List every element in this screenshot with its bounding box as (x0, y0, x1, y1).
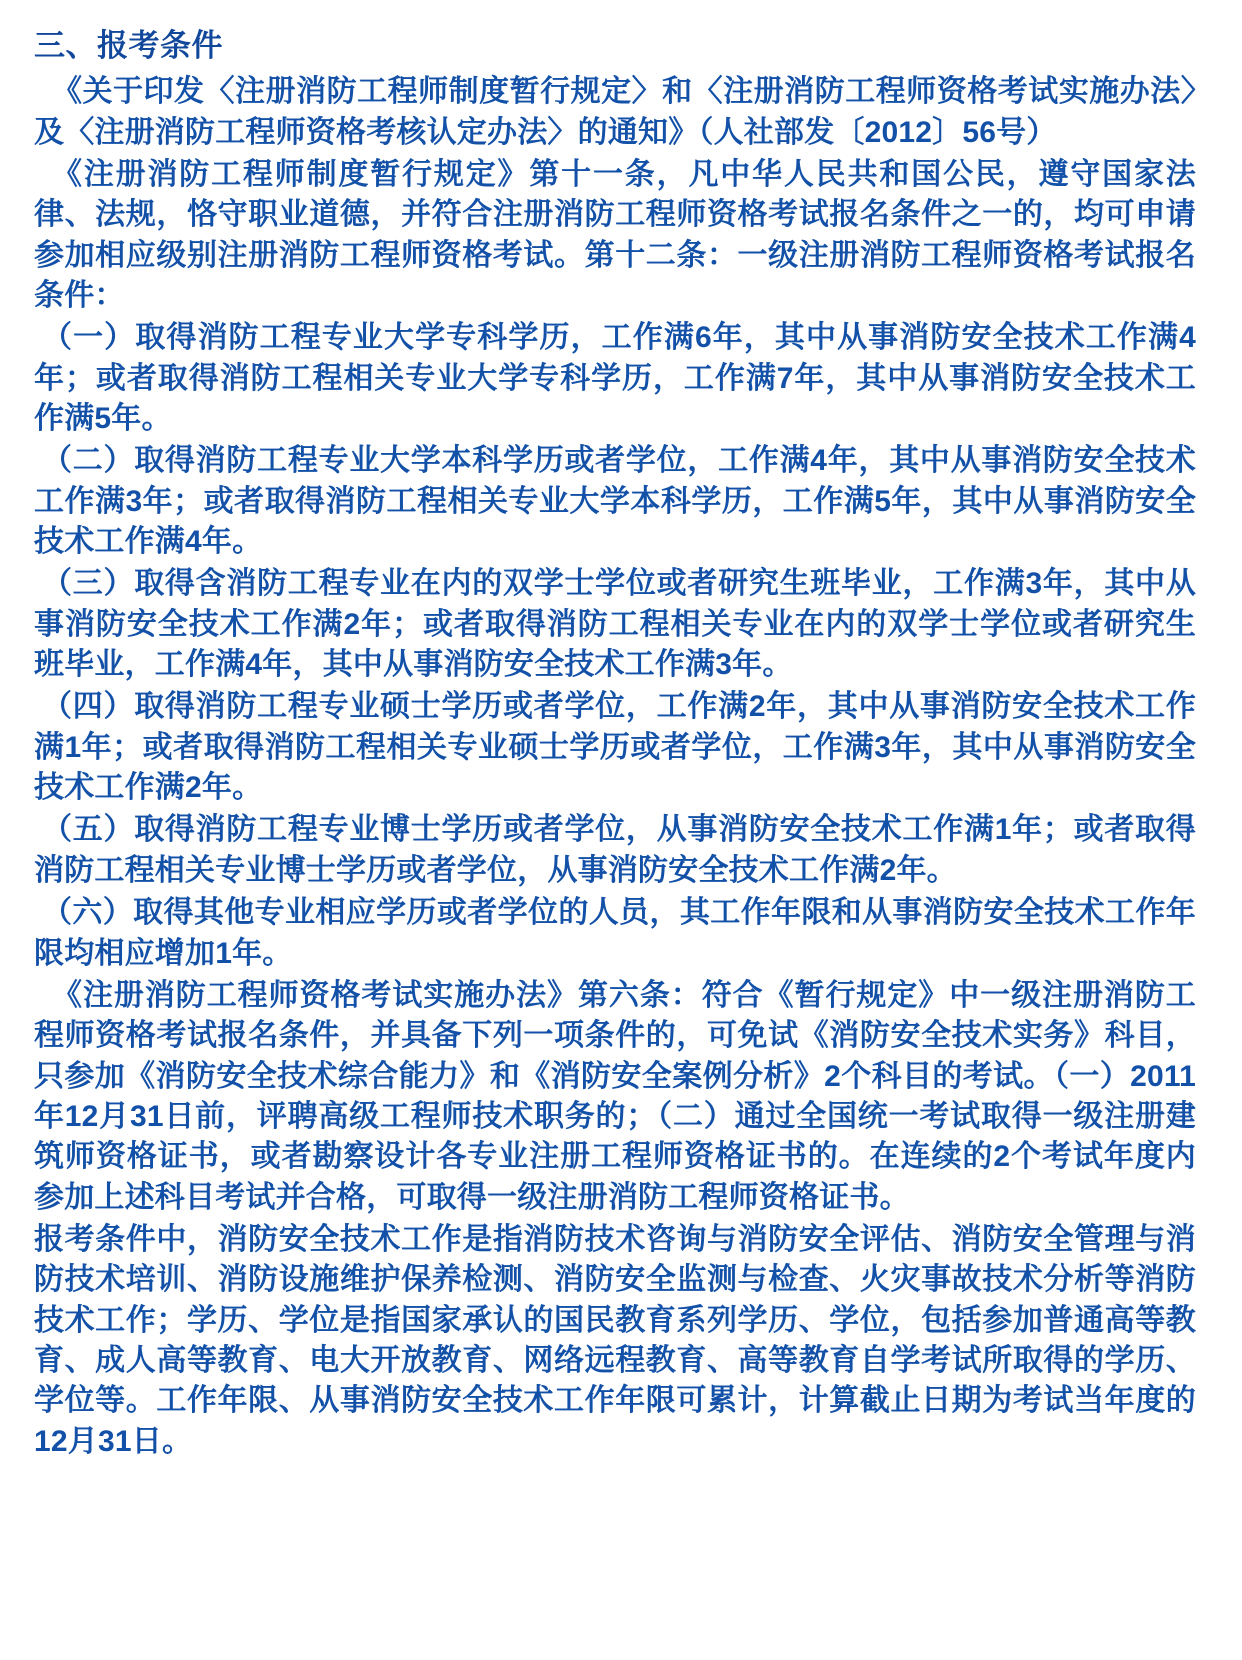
page-title: 三、报考条件 (34, 28, 223, 63)
paragraph-notice-title: 《关于印发〈注册消防工程师制度暂行规定〉和〈注册消防工程师资格考试实施办法〉及〈注册消防工程师资格考核认定办法〉的通知》（人社部发〔2012〕56号） (34, 75, 1196, 149)
paragraph-interim-rules-article-11: 《注册消防工程师制度暂行规定》第十一条，凡中华人民共和国公民，遵守国家法律、法规，恪守职业道德，并符合注册消防工程师资格考试报名条件之一的，均可申请参加相应级别注册消防工程师资格考试。第十二条：一级注册消防工程师资格考试报名条件： (34, 157, 1196, 313)
paragraph-definition-note: 报考条件中，消防安全技术工作是指消防技术咨询与消防安全评估、消防安全管理与消防技术培训、消防设施维护保养检测、消防安全监测与检查、火灾事故技术分析等消防技术工作；学历、学位是指国家承认的国民教育系列学历、学位，包括参加普通高等教育、成人高等教育、电大开放教育、网络远程教育、高等教育自学考试所取得的学历、学位等。工作年限、从事消防安全技术工作年限可累计，计算截止日期为考试当年度的12月31日。 (34, 1222, 1196, 1458)
paragraph-condition-2: （二）取得消防工程专业大学本科学历或者学位，工作满4年，其中从事消防安全技术工作满3年；或者取得消防工程相关专业大学本科学历，工作满5年，其中从事消防安全技术工作满4年。 (34, 444, 1196, 559)
paragraph-condition-6: （六）取得其他专业相应学历或者学位的人员，其工作年限和从事消防安全技术工作年限均相应增加1年。 (34, 896, 1196, 970)
paragraph-condition-5: （五）取得消防工程专业博士学历或者学位，从事消防安全技术工作满1年；或者取得消防工程相关专业博士学历或者学位，从事消防安全技术工作满2年。 (34, 813, 1196, 887)
paragraph-exam-measures-article-6: 《注册消防工程师资格考试实施办法》第六条：符合《暂行规定》中一级注册消防工程师资格考试报名条件，并具备下列一项条件的，可免试《消防安全技术实务》科目，只参加《消防安全技术综合能力》和《消防安全案例分析》2个科目的考试。（一）2011年12月31日前，评聘高级工程师技术职务的；（二）通过全国统一考试取得一级注册建筑师资格证书，或者勘察设计各专业注册工程师资格证书的。在连续的2个考试年度内参加上述科目考试并合格，可取得一级注册消防工程师资格证书。 (34, 978, 1196, 1214)
paragraph-condition-1: （一）取得消防工程专业大学专科学历，工作满6年，其中从事消防安全技术工作满4年；或者取得消防工程相关专业大学专科学历，工作满7年，其中从事消防安全技术工作满5年。 (34, 321, 1196, 436)
paragraph-condition-4: （四）取得消防工程专业硕士学历或者学位，工作满2年，其中从事消防安全技术工作满1年；或者取得消防工程相关专业硕士学历或者学位，工作满3年，其中从事消防安全技术工作满2年。 (34, 690, 1196, 805)
paragraph-condition-3: （三）取得含消防工程专业在内的双学士学位或者研究生班毕业，工作满3年，其中从事消防安全技术工作满2年；或者取得消防工程相关专业在内的双学士学位或者研究生班毕业，工作满4年，其中从事消防安全技术工作满3年。 (34, 567, 1196, 682)
